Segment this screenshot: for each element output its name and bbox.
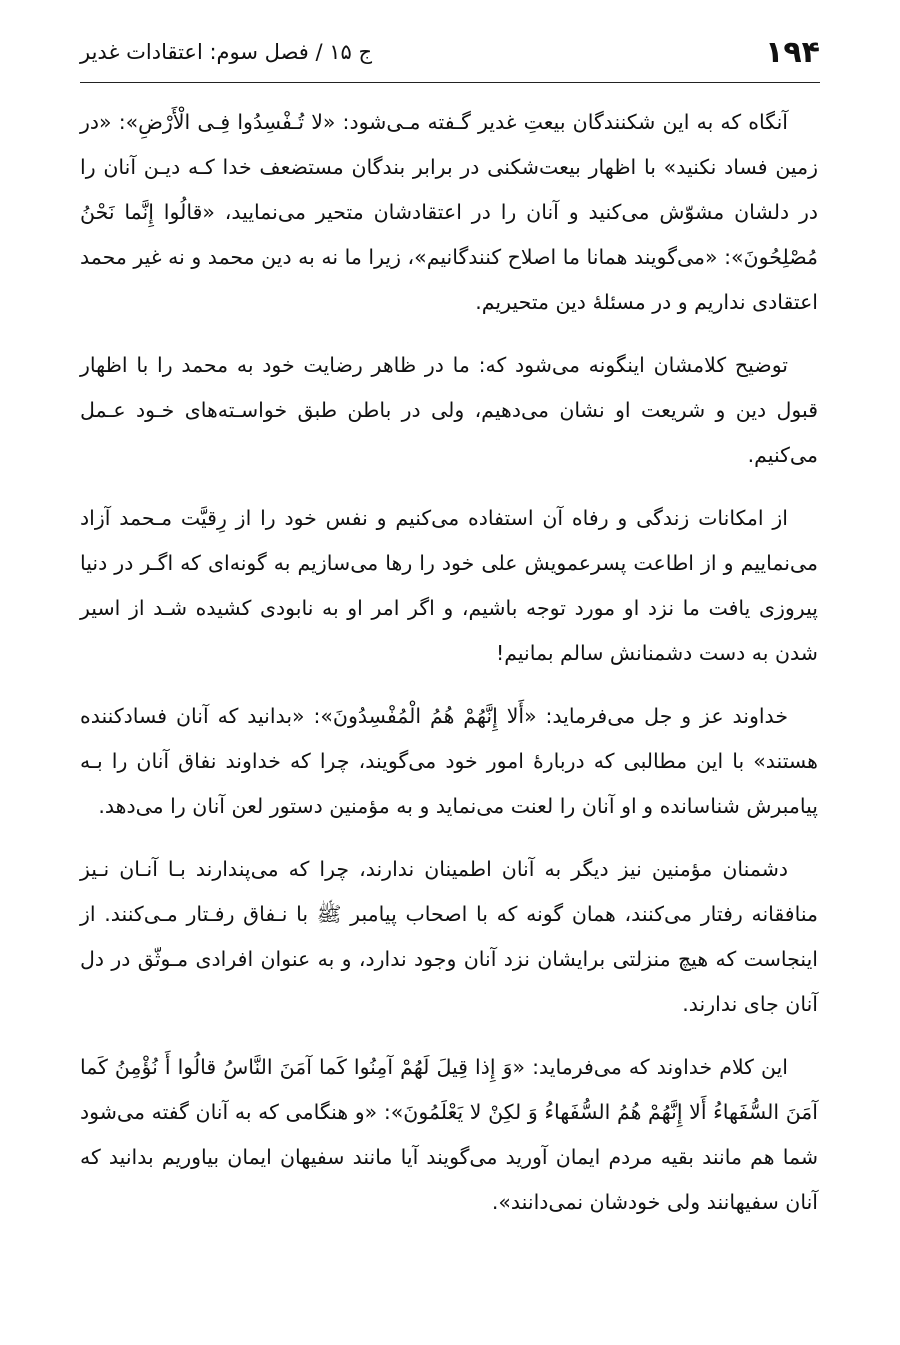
paragraph: توضیح کلامشان اینگونه می‌شود که: ما در ظاهر رضایت خود به محمد را با اظهار قبول دین و شریعت او نشان می‌دهیم، ولی در باطن طبق خواسـته‌های خـود عـمل می‌کنیم. xyxy=(80,353,818,467)
paragraph: خداوند عز و جل می‌فرماید: «أَلا إِنَّهُمْ هُمُ الْمُفْسِدُونَ»: «بدانید که آنان فسادکننده هستند» با این مطالبی که دربارهٔ امور خود می‌گویند، چرا که خداوند نفاق آنان را بـه پیامبرش شناسانده و او آنان را لعنت می‌نماید و به مؤمنین دستور لعن آنان را می‌دهد. xyxy=(80,704,818,818)
paragraph: دشمنان مؤمنین نیز دیگر به آنان اطمینان ندارند، چرا که می‌پندارند بـا آنـان نـیز منافقانه رفتار می‌کنند، همان گونه که با اصحاب پیامبر ﷺ با نـفاق رفـتار مـی‌کنند. از اینجاست که هیچ منزلتی برایشان نزد آنان وجود ندارد، و به عنوان افرادی مـوثّق در دل آنان جای ندارند. xyxy=(80,857,818,1016)
running-head: ج ۱۵ / فصل سوم: اعتقادات غدیر xyxy=(80,40,373,64)
paragraph: آنگاه که به این شکنندگان بیعتِ غدیر گـفته مـی‌شود: «لا تُـفْسِدُوا فِـی الْأَرْضِ»: «در زمین فساد نکنید» با اظهار بیعت‌شکنی در برابر بندگان مستضعف خدا کـه دیـن آنان را در دلشان مشوّش می‌کنید و آنان را در اعتقادشان متحیر می‌نمایید، «قالُوا إِنَّما نَحْنُ مُصْلِحُونَ»: «می‌گویند همانا ما اصلاح کنندگانیم»، زیرا ما نه به دین محمد و نه غیر محمد اعتقادی نداریم و در مسئلهٔ دین متحیریم. xyxy=(80,110,818,314)
paragraph: این کلام خداوند که می‌فرماید: «وَ إِذا قِیلَ لَهُمْ آمِنُوا کَما آمَنَ النَّاسُ قالُوا أَ نُؤْمِنُ کَما آمَنَ السُّفَهاءُ أَلا إِنَّهُمْ هُمُ السُّفَهاءُ وَ لکِنْ لا یَعْلَمُونَ»: «و هنگامی که به آنان گفته می‌شود شما هم مانند بقیه مردم ایمان آورید می‌گویند آیا مانند سفیهان ایمان بیاوریم بدانید که آنان سفیهانند ولی خودشان نمی‌دانند». xyxy=(80,1055,818,1214)
page-number: ۱۹۴ xyxy=(765,34,820,70)
paragraph: از امکانات زندگی و رفاه آن استفاده می‌کنیم و نفس خود را از رِقیَّت مـحمد آزاد می‌نماییم و از اطاعت پسرعمویش علی خود را رها می‌سازیم به گونه‌ای که اگـر در دنیا پیروزی یافت ما نزد او مورد توجه باشیم، و اگر امر او به نابودی کشیده شـد از اسیر شدن به دست دشمنانش سالم بمانیم! xyxy=(80,506,818,665)
header-divider xyxy=(80,82,820,83)
page-header xyxy=(80,30,820,74)
body-text xyxy=(80,100,818,1243)
